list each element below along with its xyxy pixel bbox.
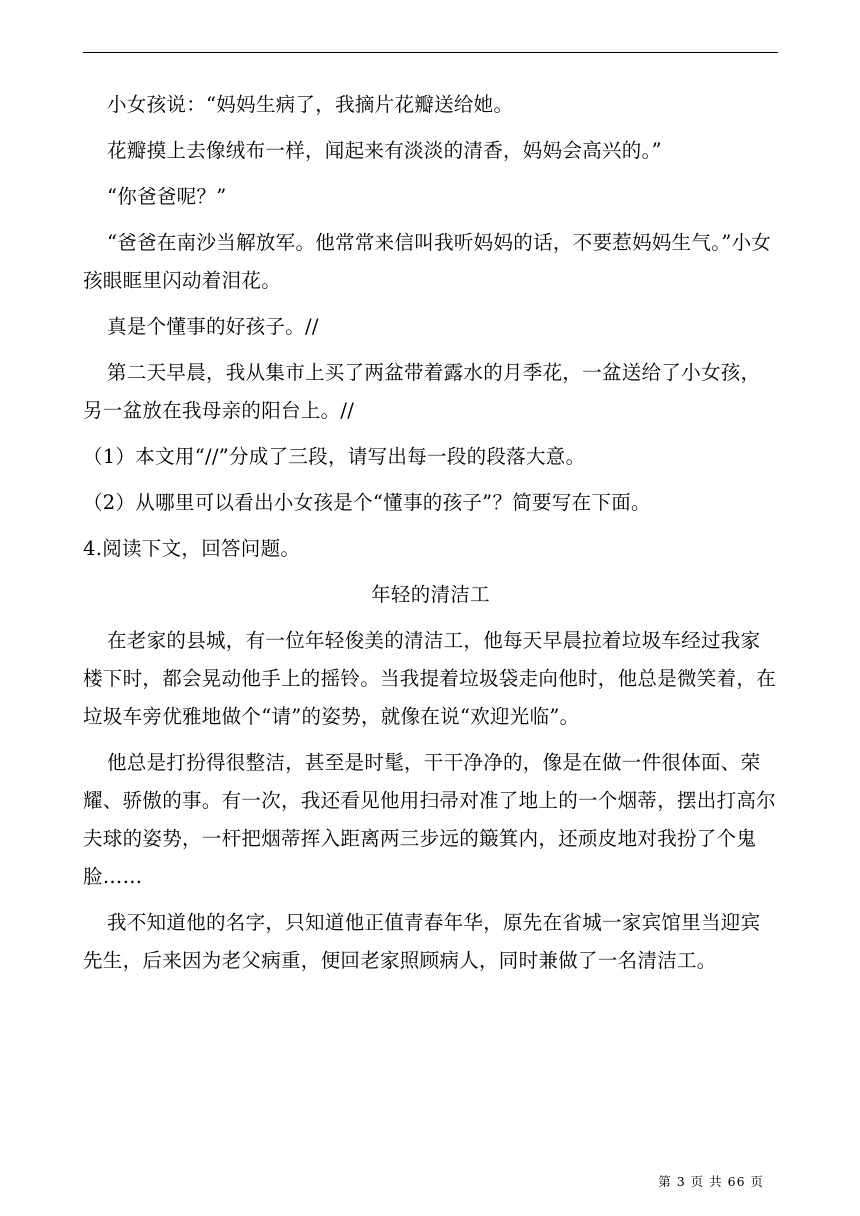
story-paragraph: 小女孩说：“妈妈生病了，我摘片花瓣送给她。 [107,93,514,116]
question-1: （1）本文用“//”分成了三段，请写出每一段的段落大意。 [83,445,586,468]
section-heading: 4.阅读下文，回答问题。 [83,537,301,560]
page-number: 第 3 页 共 66 页 [658,1174,764,1189]
header-rule [83,52,778,53]
passage-title: 年轻的清洁工 [371,583,490,606]
passage-paragraph: 他总是打扮得很整洁，甚至是时髦，干干净净的，像是在做一件很体面、荣耀、骄傲的事。有一次，我还看见他用扫帚对准了地上的一个烟蒂，摆出打高尔夫球的姿势，一杆把烟蒂挥入距离两三步远的簸箕内，还顽皮地对我扮了个鬼脸…… [83,751,777,888]
story-paragraph: “你爸爸呢？” [107,185,227,208]
story-paragraph: 真是个懂事的好孩子。// [107,315,319,338]
question-2: （2）从哪里可以看出小女孩是个“懂事的孩子”？简要写在下面。 [83,491,651,514]
story-paragraph: “爸爸在南沙当解放军。他常常来信叫我听妈妈的话，不要惹妈妈生气。”小女孩眼眶里闪动着泪花。 [83,231,772,292]
story-paragraph: 花瓣摸上去像绒布一样，闻起来有淡淡的清香，妈妈会高兴的。” [107,139,662,162]
passage-paragraph: 在老家的县城，有一位年轻俊美的清洁工，他每天早晨拉着垃圾车经过我家楼下时，都会晃动他手上的摇铃。当我提着垃圾袋走向他时，他总是微笑着，在垃圾车旁优雅地做个“请”的姿势，就像在说“欢迎光临”。 [83,629,777,728]
passage-paragraph: 我不知道他的名字，只知道他正值青春年华，原先在省城一家宾馆里当迎宾先生，后来因为老父病重，便回老家照顾病人，同时兼做了一名清洁工。 [83,911,761,972]
story-paragraph: 第二天早晨，我从集市上买了两盆带着露水的月季花，一盆送给了小女孩，另一盆放在我母亲的阳台上。// [83,361,761,422]
document-body [83,86,778,988]
